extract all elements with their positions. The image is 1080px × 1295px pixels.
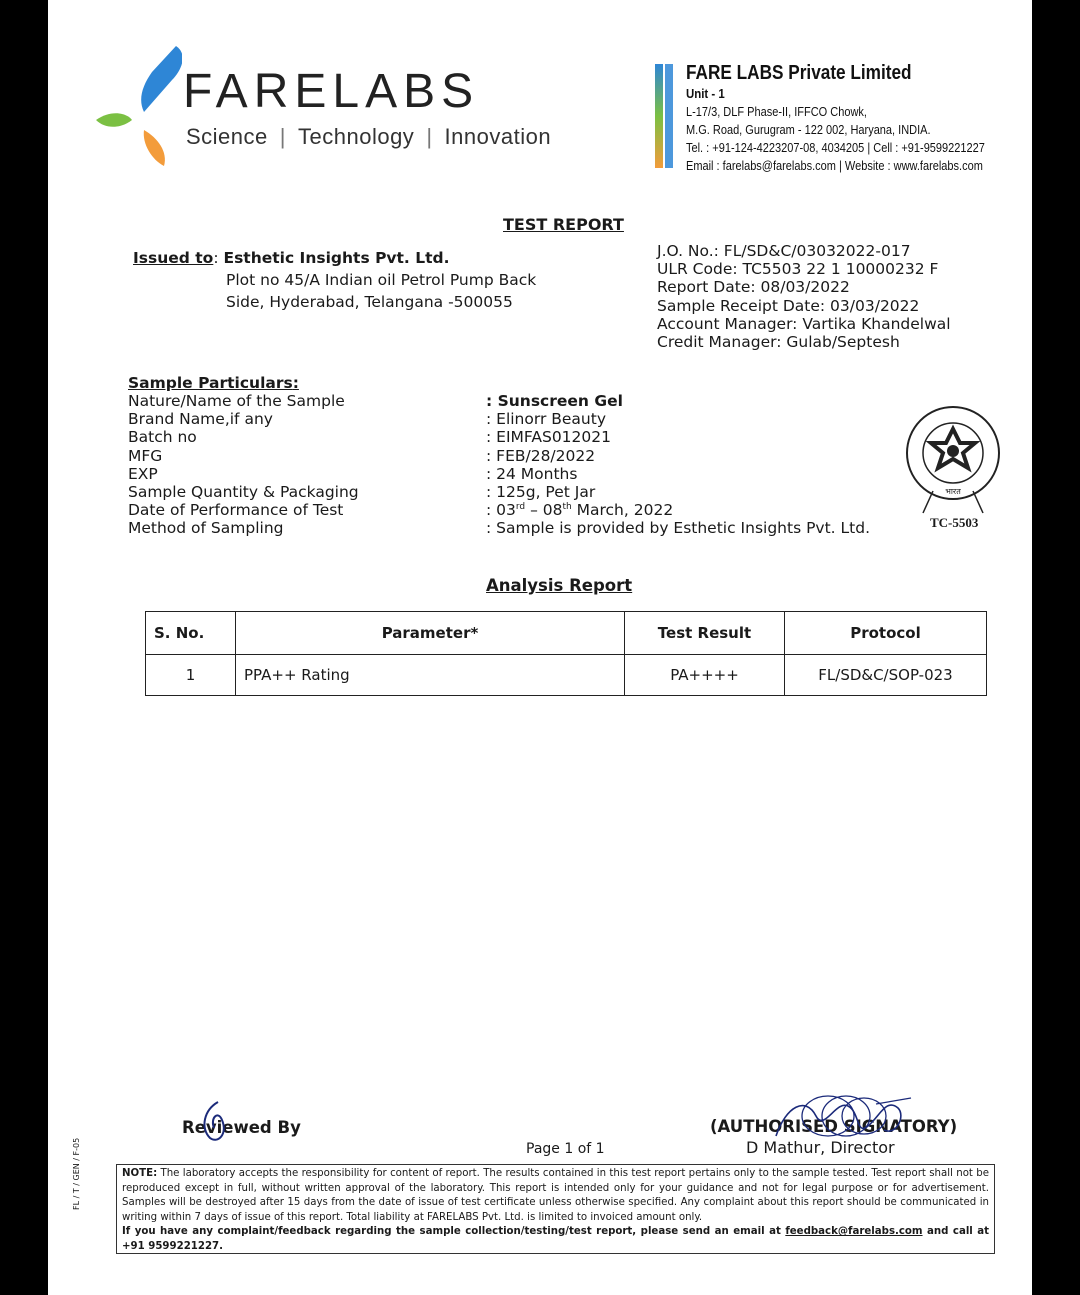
logo-wordmark: FARELABS — [183, 65, 480, 118]
note-box: NOTE: The laboratory accepts the responsibility for content of report. The results contained in this test report pertains only to the sample tested. Test report shall not be reproduced except in full, without written approval of the laboratory. This report is intended only for your guidance and not for legal purpose or for advertisement. Samples will be destroyed after 15 days from the date of issue of test certificate unless otherwise specified. Any complaint about this report should be communicated in writing within 7 days of issue of this report. Total liability at FARELABS Pvt. Ltd. is limited to invoiced amount only. If you have any complaint/feedback regarding the sample collection/testing/test report, please send an email at feedback@farelabs.com and call at +91 9599221227. — [116, 1164, 995, 1254]
director-signature-icon — [766, 1086, 916, 1156]
issued-to-block: Issued to: Esthetic Insights Pvt. Ltd. Plot no 45/A Indian oil Petrol Pump Back Side, Hyderabad, Telangana -500055 — [133, 249, 537, 311]
account-manager: Account Manager: Vartika Khandelwal — [657, 314, 951, 333]
form-code: FL / T / GEN / F-05 — [72, 1137, 81, 1210]
ulr-code: ULR Code: TC5503 22 1 10000232 F — [657, 260, 939, 279]
authorised-signatory-label: (AUTHORISED SIGNATORY) — [710, 1117, 958, 1136]
page-number: Page 1 of 1 — [526, 1141, 605, 1157]
sample-values: : Sunscreen Gel : Elinorr Beauty : EIMFAS012021 : FEB/28/2022 : 24 Months : 125g, Pet Jar : 03rd – 08th March, 2022 : Sample is provided by Esthetic Insights Pvt. Ltd. — [486, 392, 871, 538]
reviewer-signature-icon — [188, 1098, 248, 1146]
sample-particulars-heading: Sample Particulars: — [128, 374, 299, 392]
report-date: Report Date: 08/03/2022 — [657, 278, 850, 297]
job-order-number: J.O. No.: FL/SD&C/03032022-017 — [657, 242, 911, 260]
table-header-row: S. No. Parameter* Test Result Protocol — [146, 612, 987, 655]
feedback-email-link[interactable]: feedback@farelabs.com — [785, 1226, 923, 1238]
table-row: 1 PPA++ Rating PA++++ FL/SD&C/SOP-023 — [146, 655, 987, 696]
director-name: D Mathur, Director — [746, 1138, 895, 1157]
color-bar-icon — [655, 64, 679, 168]
test-date-value: : 03rd – 08th March, 2022 — [486, 501, 674, 520]
company-address: FARE LABS Private Limited Unit - 1 L-17/3, DLF Phase-II, IFFCO Chowk, M.G. Road, Gurugram - 122 002, Haryana, INDIA. Tel. : +91-124-4223207-08, 4034205 | Cell : +91-9599221227 Email : farelabs@farelabs.com | Website : www.farelabs.com — [686, 62, 985, 173]
reviewed-by-label: Reviewed By — [182, 1118, 301, 1137]
logo-tagline: Science | Technology | Innovation — [186, 124, 552, 149]
analysis-table — [145, 611, 987, 696]
report-page — [48, 0, 1032, 1295]
analysis-heading: Analysis Report — [486, 576, 633, 595]
sample-labels: Nature/Name of the Sample Brand Name,if any Batch no MFG EXP Sample Quantity & Packaging Date of Performance of Test Method of Sampling — [128, 392, 359, 538]
report-title: TEST REPORT — [503, 215, 624, 234]
credit-manager: Credit Manager: Gulab/Septesh — [657, 333, 900, 352]
nabl-seal-icon — [905, 403, 1005, 515]
farelabs-logo-icon — [92, 40, 182, 170]
report-meta — [657, 242, 951, 351]
accreditation-code: TC-5503 — [930, 515, 979, 530]
sample-receipt-date: Sample Receipt Date: 03/03/2022 — [657, 296, 920, 315]
svg-text:भारत: भारत — [945, 487, 961, 496]
